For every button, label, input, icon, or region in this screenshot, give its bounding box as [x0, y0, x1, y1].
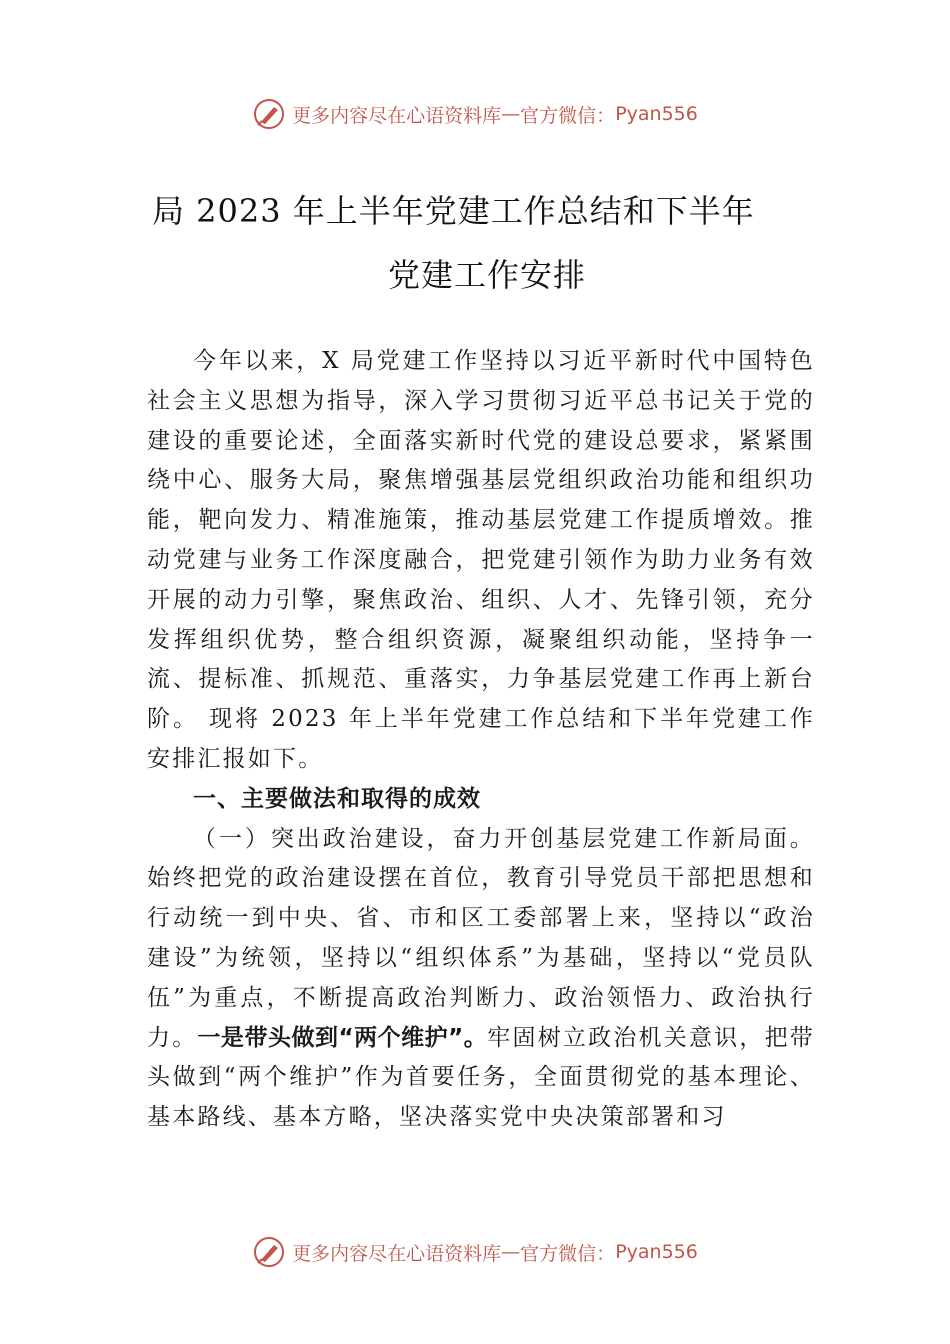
watermark-separator: — [501, 1241, 521, 1263]
watermark-text: 更多内容尽在心语资料库 [292, 1242, 502, 1265]
document-title-line1: 局 2023 年上半年党建工作总结和下半年 [152, 192, 755, 230]
subsection-text-a: 始终把党的政治建设摆在首位，教育引导党员干部把思想和行动统一到中央、省、市和区工委部署上来，坚持以“政治建设”为统领，坚持以“组织体系”为基础，坚持以“党员队伍”为重点，不断提高政治判断力、政治领悟力、政治执行力。 [147, 865, 815, 1051]
pen-logo-icon [252, 1235, 286, 1269]
watermark-header [0, 94, 950, 134]
pen-logo-icon [252, 97, 286, 131]
subsection-text-b: 牢固树立政治机关意识，把带头做到“两个维护”作为首要任务，全面贯彻党的基本理论、基本路线、基本方略，坚决落实党中央决策部署和习 [147, 1024, 815, 1131]
watermark-separator: — [501, 103, 521, 125]
watermark-wechat-label: 官方微信： [520, 1242, 616, 1265]
intro-paragraph: 今年以来，X 局党建工作坚持以习近平新时代中国特色社会主义思想为指导，深入学习贯彻习近平总书记关于党的建设的重要论述，全面落实新时代党的建设总要求，紧紧围绕中心、服务大局，聚焦增强基层党组织政治功能和组织功能，靶向发力、精准施策，推动基层党建工作提质增效。推动党建与业务工作深度融合，把党建引领作为助力业务有效开展的动力引擎，聚焦政治、组织、人才、先锋引领，充分发挥组织优势，整合组织资源，凝聚组织动能，坚持争一流、提标准、抓规范、重落实，力争基层党建工作再上新台阶。 现将 2023 年上半年党建工作总结和下半年党建工作安排汇报如下。 [147, 348, 815, 772]
subsection-paragraph-1 [147, 820, 815, 1138]
watermark-footer [0, 1232, 950, 1272]
document-body [147, 342, 815, 1138]
watermark-account: Pyan556 [615, 1241, 698, 1263]
subsection-heading-1: （一）突出政治建设，奋力开创基层党建工作新局面。 [193, 825, 815, 852]
watermark-text: 更多内容尽在心语资料库 [292, 104, 502, 127]
section-heading-1: 一、主要做法和取得的成效 [193, 785, 481, 812]
watermark-wechat-label: 官方微信： [520, 104, 616, 127]
watermark-account: Pyan556 [615, 103, 698, 125]
bold-point-1: 一是带头做到“两个维护”。 [197, 1024, 488, 1051]
document-title-line2: 党建工作安排 [388, 256, 587, 294]
